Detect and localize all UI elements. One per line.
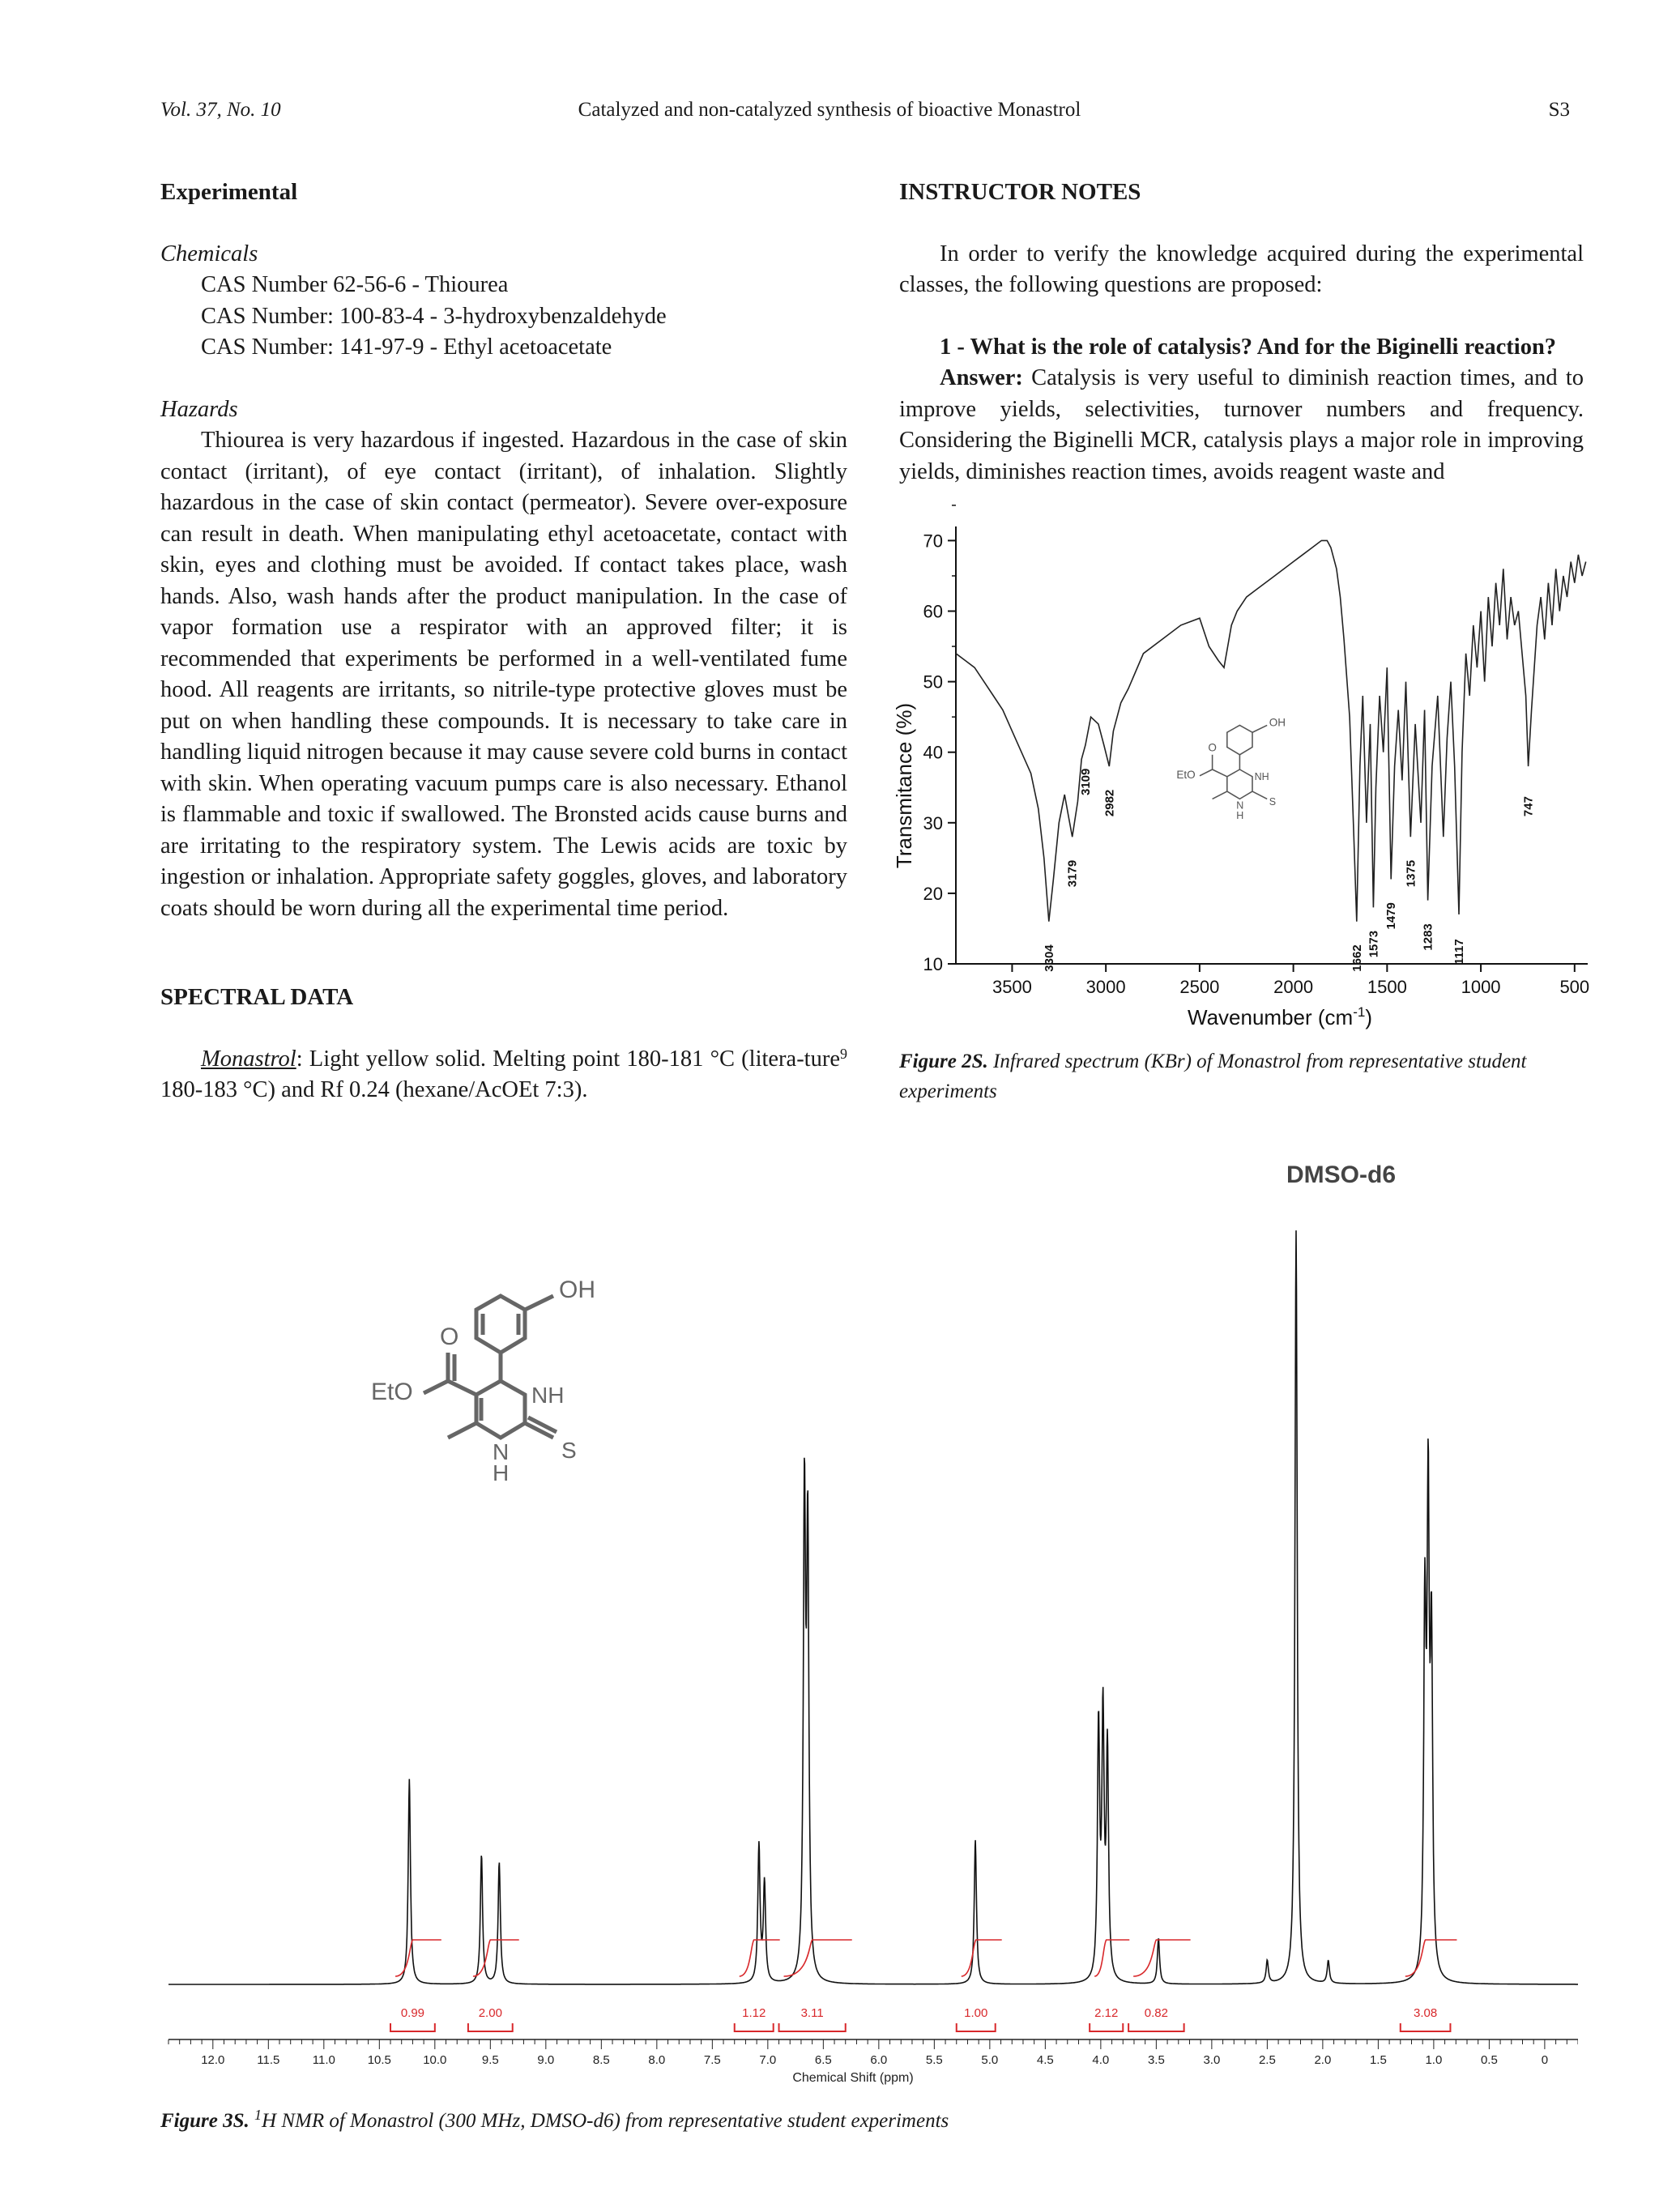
ir-x-axis-label: Wavenumber $(cm^{-1})$ [1188, 1004, 1372, 1029]
ir-x-tick-label: 3500 [992, 977, 1032, 997]
nmr-integral-label: 1.12 [742, 2006, 766, 2020]
nmr-integral-curve [740, 1940, 780, 1976]
spectral-data-heading: SPECTRAL DATA [160, 984, 354, 1010]
experimental-heading: Experimental [160, 179, 298, 205]
nmr-x-tick-label: 7.5 [703, 2053, 721, 2067]
ir-spectrum-line [956, 540, 1586, 921]
instructor-notes-section [899, 177, 1584, 488]
nmr-integral-bracket [390, 2023, 435, 2031]
nmr-x-tick-label: 12.0 [201, 2053, 225, 2067]
instructor-notes-heading: INSTRUCTOR NOTES [899, 179, 1141, 205]
nmr-integral-bracket [957, 2023, 996, 2031]
nmr-integral-label: 1.00 [964, 2006, 988, 2020]
ir-peak-label: 3109 [1078, 768, 1093, 795]
ir-y-tick-label: 10 [923, 954, 943, 974]
nmr-x-tick-label: 4.5 [1036, 2053, 1054, 2067]
nmr-x-tick-label: 4.0 [1092, 2053, 1110, 2067]
nmr-molecule-structure [371, 1276, 595, 1485]
nmr-integral-curve [1405, 1940, 1457, 1976]
nmr-x-tick-label: 9.0 [537, 2053, 555, 2067]
chemical-item: CAS Number: 100-83-4 - 3-hydroxybenzaldehyde [201, 303, 667, 329]
ir-x-tick-label: 500 [1559, 977, 1590, 997]
ir-x-tick-label: 3000 [1085, 977, 1126, 997]
figure-2s-label: Figure 2S. [899, 1051, 988, 1072]
nmr-integral-curve [1133, 1940, 1191, 1976]
nmr-integral-bracket [468, 2023, 513, 2031]
nmr-mol-oh: OH [559, 1276, 595, 1303]
nmr-x-tick-label: 7.0 [759, 2053, 777, 2067]
nmr-integral-label: 2.00 [478, 2006, 502, 2020]
ir-peak-label: 3304 [1042, 944, 1056, 972]
ir-mol-n: N [1236, 799, 1244, 812]
nmr-x-tick-label: 2.0 [1314, 2053, 1332, 2067]
nmr-x-tick-label: 5.0 [981, 2053, 999, 2067]
nmr-x-tick-label: 1.5 [1369, 2053, 1387, 2067]
figure-3s-label: Figure 3S. [160, 2110, 249, 2132]
ir-peak-label: 1573 [1367, 930, 1381, 958]
nmr-integral-bracket [779, 2023, 846, 2031]
ir-x-tick-label: 1500 [1367, 977, 1407, 997]
nmr-integral-bracket [1401, 2023, 1451, 2031]
nmr-mol-eto: EtO [371, 1379, 413, 1405]
nmr-mol-s: S [561, 1438, 577, 1463]
ir-x-tick-label: 2500 [1179, 977, 1220, 997]
ir-y-tick-label: 70 [923, 531, 943, 552]
nmr-spectrum-chart [160, 1142, 1578, 2098]
ir-mol-oh: OH [1269, 716, 1286, 729]
nmr-mol-o: O [440, 1323, 459, 1350]
nmr-integral-label: 3.08 [1414, 2006, 1438, 2020]
ir-peak-label: 2982 [1102, 789, 1117, 817]
ir-x-tick-label: 1000 [1461, 977, 1501, 997]
experimental-section [160, 177, 847, 924]
ir-peak-label: 3179 [1065, 859, 1080, 888]
nmr-x-tick-label: 8.0 [648, 2053, 666, 2067]
ir-peak-label: 1117 [1452, 939, 1466, 965]
nmr-x-tick-label: 3.0 [1203, 2053, 1221, 2067]
running-title: Catalyzed and non-catalyzed synthesis of bioactive Monastrol [578, 99, 1081, 121]
nmr-integral-bracket [1128, 2023, 1184, 2031]
ir-mol-h: H [1236, 809, 1244, 821]
ir-peak-label: 1662 [1350, 944, 1364, 972]
nmr-x-tick-label: 0 [1541, 2053, 1549, 2067]
ir-spectrum-chart [891, 502, 1604, 1037]
ir-mol-s: S [1269, 796, 1277, 808]
nmr-x-tick-label: 2.5 [1258, 2053, 1276, 2067]
nmr-mol-nh: NH [531, 1383, 565, 1408]
nmr-x-axis-label: Chemical Shift (ppm) [792, 2071, 914, 2085]
figure-3s-superscript: 1 [254, 2107, 262, 2123]
nmr-x-tick-label: 6.0 [870, 2053, 888, 2067]
answer-text: Catalysis is very useful to diminish reaction times, and to improve yields, selectivities, turnover numbers and frequency. Considering the Biginelli MCR, catalysis plays a major role in improving yields, diminishes reaction times, avoids reagent waste and [899, 365, 1584, 484]
ir-axes [956, 526, 1588, 964]
ir-y-axis-label: Transmitance (%) [892, 702, 916, 869]
nmr-x-tick-label: 0.5 [1480, 2053, 1498, 2067]
nmr-x-tick-label: 11.0 [312, 2053, 335, 2067]
answer-1 [899, 363, 1584, 488]
hazards-heading: Hazards [160, 396, 238, 422]
ir-peak-label: 1479 [1384, 902, 1399, 930]
nmr-x-tick-label: 3.5 [1147, 2053, 1165, 2067]
ir-peak-label: 1283 [1421, 923, 1435, 951]
nmr-integral-label: 0.82 [1144, 2006, 1168, 2020]
figure-2s-text: Infrared spectrum (KBr) of Monastrol from representative student experiments [899, 1051, 1527, 1102]
chemicals-heading: Chemicals [160, 241, 258, 266]
question-1: 1 - What is the role of catalysis? And for the Biginelli reaction? [940, 334, 1557, 360]
monastrol-name: Monastrol [201, 1046, 296, 1072]
monastrol-paragraph [160, 1044, 847, 1106]
ir-x-tick-label: 2000 [1273, 977, 1314, 997]
nmr-integrals [390, 1940, 1456, 2031]
nmr-spectrum-line [168, 1230, 1578, 1984]
nmr-integral-curve [395, 1940, 441, 1976]
nmr-x-tick-label: 11.5 [257, 2053, 280, 2067]
ir-peak-label: 747 [1521, 796, 1536, 817]
nmr-x-tick-label: 8.5 [592, 2053, 610, 2067]
nmr-x-tick-label: 6.5 [814, 2053, 832, 2067]
nmr-x-tick-label: 10.5 [367, 2053, 391, 2067]
monastrol-text-a: : Light yellow solid. Melting point 180-181 °C (litera-ture [296, 1046, 840, 1072]
nmr-x-tick-label: 5.5 [925, 2053, 943, 2067]
answer-label: Answer: [940, 365, 1023, 390]
nmr-integral-curve [962, 1940, 1002, 1976]
nmr-integral-label: 2.12 [1094, 2006, 1119, 2020]
instructor-intro: In order to verify the knowledge acquired during the experimental classes, the following questions are proposed: [899, 241, 1584, 297]
journal-volume: Vol. 37, No. 10 [160, 99, 281, 121]
nmr-integral-bracket [1090, 2023, 1123, 2031]
chemical-item: CAS Number: 141-97-9 - Ethyl acetoacetate [201, 335, 612, 360]
figure-2s-caption [899, 1046, 1596, 1106]
nmr-integral-bracket [735, 2023, 774, 2031]
ir-y-tick-label: 60 [923, 601, 943, 622]
hazards-paragraph: Thiourea is very hazardous if ingested. Hazardous in the case of skin contact (irritant), of eye contact (irritant), of inhalation. Slightly hazardous in the case of skin contact (permeator). Severe over-exposure can result in death. When manipulating ethyl acetoacetate, contact with skin, eyes and clothing must be avoided. If contact takes place, wash hands. Also, wash hands after the product manipulation. In the case of vapor formation use a respirator with an approved filter; it is recommended that experiments be performed in a well-ventilated fume hood. All reagents are irritants, so nitrile-type protective gloves must be put on when handling these compounds. It is necessary to take care in handling liquid nitrogen because it may cause severe cold burns in contact with skin. When operating vacuum pumps care is also necessary. Ethanol is flammable and toxic if swallowed. The Bronsted acids cause burns and are irritating to the respiratory system. The Lewis acids are toxic by ingestion or inhalation. Appropriate safety goggles, gloves, and laboratory coats should be worn during all the experimental time period. [160, 428, 847, 921]
nmr-integral-label: 0.99 [400, 2006, 425, 2020]
nmr-axis [168, 2039, 1578, 2067]
monastrol-text-b: 180-183 °C) and Rf 0.24 (hexane/AcOEt 7:3). [160, 1077, 588, 1102]
nmr-solvent-label: DMSO-d6 [1286, 1161, 1396, 1188]
nmr-mol-n: N [493, 1439, 510, 1464]
page-number: S3 [1548, 99, 1570, 121]
ir-y-tick-label: 50 [923, 671, 943, 693]
nmr-x-tick-label: 10.0 [423, 2053, 447, 2067]
figure-3s-caption [160, 2106, 1537, 2136]
ir-mol-nh: NH [1254, 771, 1269, 782]
ir-ticks [923, 505, 1590, 997]
nmr-x-tick-label: 1.0 [1425, 2053, 1443, 2067]
ir-mol-eto: EtO [1176, 768, 1196, 781]
ir-peak-label: 1375 [1404, 859, 1418, 888]
figure-3s-text: H NMR of Monastrol (300 MHz, DMSO-d6) from representative student experiments [262, 2110, 949, 2132]
ir-y-tick-label: 20 [923, 883, 943, 904]
reference-superscript: 9 [840, 1045, 847, 1062]
nmr-integral-label: 3.11 [800, 2006, 824, 2020]
spectral-data-section [160, 982, 847, 1106]
nmr-mol-h: H [493, 1460, 510, 1485]
ir-mol-o: O [1208, 741, 1217, 754]
ir-y-tick-label: 30 [923, 812, 943, 833]
ir-molecule-structure [1176, 716, 1286, 820]
ir-y-tick-label: 40 [923, 742, 943, 763]
chemical-item: CAS Number 62-56-6 - Thiourea [201, 272, 509, 297]
nmr-x-tick-label: 9.5 [481, 2053, 499, 2067]
